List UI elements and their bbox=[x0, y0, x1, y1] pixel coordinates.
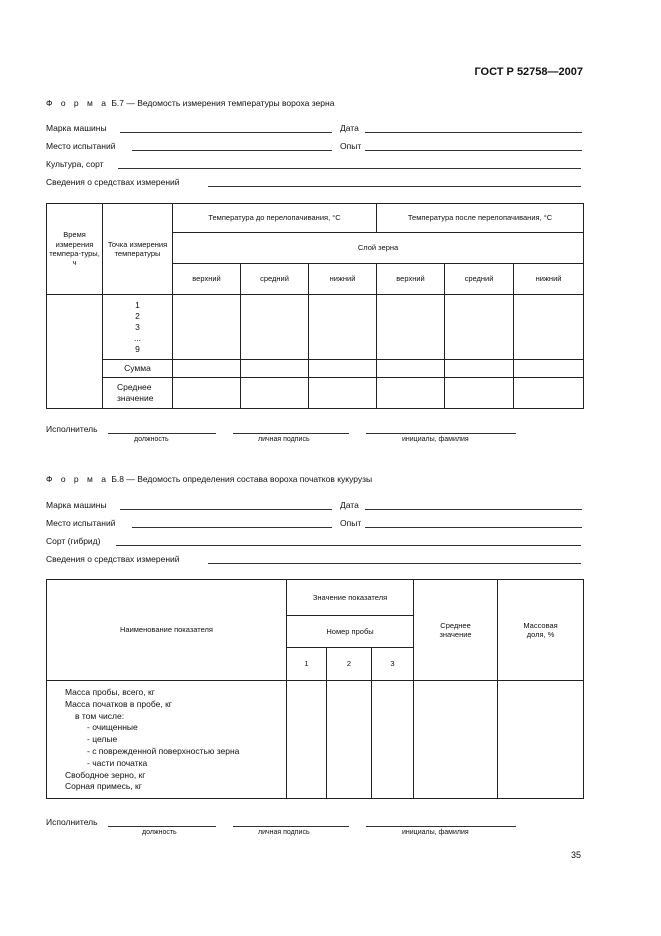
point-label: 3 bbox=[135, 321, 140, 332]
b8-executor-label: Исполнитель bbox=[46, 817, 98, 827]
indicator-name-header: Наименование показателя bbox=[47, 580, 287, 681]
b7-date-label: Дата bbox=[340, 123, 359, 133]
value-cell[interactable] bbox=[377, 378, 445, 409]
indicator-row: - целые bbox=[87, 734, 118, 745]
indicator-row: Сорная примесь, кг bbox=[65, 781, 142, 792]
layer-header: верхний bbox=[377, 264, 445, 295]
time-value-cell[interactable] bbox=[47, 295, 103, 409]
b7-experiment-input-line[interactable] bbox=[365, 150, 582, 151]
b8-variety-row bbox=[46, 533, 582, 547]
b8-date-label: Дата bbox=[340, 500, 359, 510]
indicator-row: Масса пробы, всего, кг bbox=[65, 687, 155, 697]
average-label-text: Среднее значение bbox=[117, 382, 154, 403]
b8-place-label: Место испытаний bbox=[46, 518, 116, 528]
b8-position-caption: должность bbox=[142, 829, 177, 836]
points-cell bbox=[103, 295, 173, 360]
value-cell[interactable] bbox=[309, 378, 377, 409]
b8-machine-date-row bbox=[46, 497, 582, 511]
b7-culture-input-line[interactable] bbox=[118, 168, 581, 169]
grain-layer-header: Слой зерна bbox=[173, 233, 584, 264]
b7-position-line[interactable] bbox=[108, 433, 216, 434]
sample-header: 1 bbox=[287, 648, 327, 681]
b8-variety-input-line[interactable] bbox=[116, 545, 581, 546]
value-cell[interactable] bbox=[377, 360, 445, 378]
mass-fraction-header bbox=[498, 580, 584, 681]
temp-after-header: Температура после перелопачивания, °С bbox=[377, 204, 584, 233]
sample-header: 2 bbox=[327, 648, 372, 681]
value-cell[interactable] bbox=[309, 295, 377, 360]
time-header-text: Время измерения темпера-туры, ч bbox=[49, 230, 100, 268]
value-cell[interactable] bbox=[445, 360, 514, 378]
b7-place-label: Место испытаний bbox=[46, 141, 116, 151]
value-cell[interactable] bbox=[309, 360, 377, 378]
form-b8-title-text: Б.8 — Ведомость определения состава вороха початков кукурузы bbox=[111, 474, 373, 484]
value-cell[interactable] bbox=[241, 378, 309, 409]
indicator-row: в том числе: bbox=[75, 710, 125, 721]
b8-position-line[interactable] bbox=[108, 826, 216, 827]
point-label: ... bbox=[133, 332, 142, 343]
b7-culture-row bbox=[46, 156, 582, 170]
b7-instruments-row bbox=[46, 174, 582, 188]
b8-place-experiment-row bbox=[46, 515, 582, 529]
sample-header: 3 bbox=[372, 648, 414, 681]
average-label bbox=[103, 378, 173, 409]
point-header bbox=[103, 204, 173, 295]
layer-header: средний bbox=[445, 264, 514, 295]
b7-machine-date-row bbox=[46, 120, 582, 134]
b7-place-experiment-row bbox=[46, 138, 582, 152]
value-cell[interactable] bbox=[514, 360, 584, 378]
value-cell[interactable] bbox=[377, 295, 445, 360]
value-cell[interactable] bbox=[445, 295, 514, 360]
value-cell[interactable] bbox=[241, 295, 309, 360]
b8-initials-line[interactable] bbox=[366, 826, 516, 827]
sum-label: Сумма bbox=[103, 360, 173, 378]
form-b8-title bbox=[46, 474, 372, 484]
indicator-row: Масса початков в пробе, кг bbox=[65, 698, 172, 709]
b7-initials-line[interactable] bbox=[366, 433, 516, 434]
b8-instruments-input-line[interactable] bbox=[208, 563, 581, 564]
indicator-row: Свободное зерно, кг bbox=[65, 769, 146, 780]
b8-machine-label: Марка машины bbox=[46, 500, 107, 510]
b7-culture-label: Культура, сорт bbox=[46, 159, 104, 169]
b8-instruments-label: Сведения о средствах измерений bbox=[46, 554, 180, 564]
b8-initials-caption: инициалы, фамилия bbox=[402, 829, 469, 836]
b8-signature-line[interactable] bbox=[233, 826, 349, 827]
b8-machine-input-line[interactable] bbox=[120, 509, 332, 510]
layer-header: нижний bbox=[309, 264, 377, 295]
sample-number-header: Номер пробы bbox=[287, 616, 414, 648]
b7-place-input-line[interactable] bbox=[132, 150, 332, 151]
value-cell[interactable] bbox=[287, 681, 327, 799]
b7-date-input-line[interactable] bbox=[365, 132, 582, 133]
b8-variety-label: Сорт (гибрид) bbox=[46, 536, 101, 546]
average-header bbox=[414, 580, 498, 681]
page-number: 35 bbox=[570, 850, 581, 860]
point-label: 9 bbox=[135, 343, 140, 354]
layer-header: средний bbox=[241, 264, 309, 295]
b8-experiment-label: Опыт bbox=[340, 518, 362, 528]
b8-signature-caption: личная подпись bbox=[258, 829, 310, 836]
value-cell[interactable] bbox=[173, 295, 241, 360]
time-header bbox=[47, 204, 103, 295]
b7-machine-input-line[interactable] bbox=[120, 132, 332, 133]
corn-composition-table bbox=[46, 579, 584, 799]
form-b8-prefix: Ф о р м а bbox=[46, 474, 109, 484]
b7-instruments-label: Сведения о средствах измерений bbox=[46, 177, 180, 187]
value-cell[interactable] bbox=[372, 681, 414, 799]
mass-fraction-header-text: Массовая доля, % bbox=[523, 620, 558, 639]
value-cell[interactable] bbox=[327, 681, 372, 799]
value-cell[interactable] bbox=[514, 295, 584, 360]
indicator-row: - с поврежденной поверхностью зерна bbox=[87, 745, 240, 756]
value-cell[interactable] bbox=[173, 360, 241, 378]
point-label: 2 bbox=[135, 310, 140, 321]
b8-place-input-line[interactable] bbox=[132, 527, 332, 528]
indicator-row: - части початка bbox=[87, 757, 148, 768]
value-cell[interactable] bbox=[445, 378, 514, 409]
average-header-text: Среднее значение bbox=[439, 620, 472, 639]
b7-machine-label: Марка машины bbox=[46, 123, 107, 133]
b7-signature-line[interactable] bbox=[233, 433, 349, 434]
value-cell[interactable] bbox=[241, 360, 309, 378]
point-label: 1 bbox=[135, 299, 140, 310]
standard-number: ГОСТ Р 52758—2007 bbox=[474, 66, 583, 78]
b7-position-caption: должность bbox=[134, 436, 169, 443]
temperature-table bbox=[46, 203, 584, 409]
b8-date-input-line[interactable] bbox=[365, 509, 582, 510]
value-cell[interactable] bbox=[514, 378, 584, 409]
value-cell[interactable] bbox=[414, 681, 498, 799]
value-cell[interactable] bbox=[173, 378, 241, 409]
indicator-list-cell bbox=[47, 681, 287, 799]
point-header-text: Точка измерения температуры bbox=[107, 239, 168, 258]
form-b7-title-text: Б.7 — Ведомость измерения температуры вороха зерна bbox=[111, 98, 335, 108]
layer-header: нижний bbox=[514, 264, 584, 295]
b8-instruments-row bbox=[46, 551, 582, 565]
form-b7-title bbox=[46, 98, 334, 108]
form-b7-prefix: Ф о р м а bbox=[46, 98, 109, 108]
b8-experiment-input-line[interactable] bbox=[365, 527, 582, 528]
b7-signature-caption: личная подпись bbox=[258, 436, 310, 443]
indicator-row: - очищенные bbox=[87, 722, 138, 733]
temp-before-header: Температура до перелопачивания, °С bbox=[173, 204, 377, 233]
b7-instruments-input-line[interactable] bbox=[208, 186, 581, 187]
layer-header: верхний bbox=[173, 264, 241, 295]
b7-initials-caption: инициалы, фамилия bbox=[402, 436, 469, 443]
b7-experiment-label: Опыт bbox=[340, 141, 362, 151]
value-cell[interactable] bbox=[498, 681, 584, 799]
b7-executor-label: Исполнитель bbox=[46, 424, 98, 434]
indicator-value-header: Значение показателя bbox=[287, 580, 414, 616]
